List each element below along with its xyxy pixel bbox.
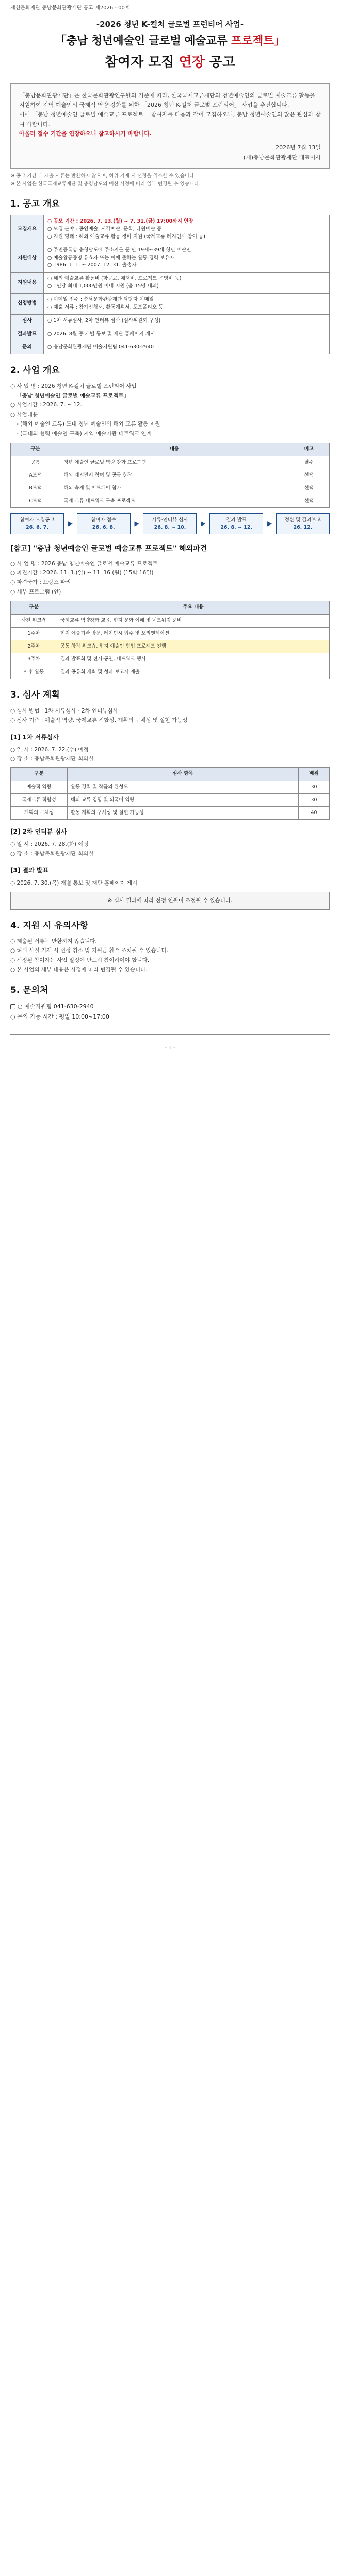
section-2-body	[10, 382, 330, 438]
table-cell: 2주차	[11, 640, 57, 653]
table-cell: 활동 계획의 구체성 및 실현 가능성	[68, 806, 299, 819]
title-project-name-a: 「충남 청년예술인 글로벌 예술교류	[55, 35, 228, 48]
sec3-sub3-line: ○ 2026. 7. 30.(목) 개별 통보 및 재단 홈페이지 게시	[10, 879, 138, 886]
sec2-line: ○ 사업내용	[10, 411, 38, 418]
table-cell: 3주차	[11, 653, 57, 666]
intro-extension-notice: 아울러 접수 기간을 연장하오니 참고하시기 바랍니다.	[19, 130, 152, 138]
table-cell: 계획의 구체성	[11, 806, 68, 819]
review-step-3-body	[10, 878, 330, 888]
reference-title: [참고] "충남 청년예술인 글로벌 예술교류 프로젝트" 해외파견	[10, 544, 207, 553]
table-cell: 해외 축제 및 아트페어 참가	[60, 482, 288, 495]
table-row	[11, 469, 330, 482]
flow-step-name: 참여자 모집공고	[20, 517, 55, 523]
table-cell: 30	[299, 793, 330, 806]
sec4-line: ○ 허위 사실 기재 시 선정 취소 및 지원금 환수 조치될 수 있습니다.	[10, 947, 169, 954]
section-4-body	[10, 937, 330, 975]
table-cell: 결과 공유회 개최 및 성과 보고서 제출	[57, 666, 330, 679]
overview-row-label: 지원대상	[11, 244, 44, 273]
table-cell: 청년 예술인 글로벌 역량 강화 프로그램	[60, 456, 288, 469]
table-header: 배점	[299, 767, 330, 781]
table-cell: 필수	[288, 456, 330, 469]
table-header: 주요 내용	[57, 601, 330, 615]
flow-step-date: 26. 8. ~ 12.	[220, 524, 253, 530]
flow-step-date: 26. 8. ~ 10.	[154, 524, 186, 530]
table-row	[11, 781, 330, 793]
page-title-a: 참여자 모집	[104, 55, 174, 71]
section-1-title: 1. 공고 개요	[10, 198, 60, 209]
ref-line: ○ 파견국가 : 프랑스 파리	[10, 579, 71, 586]
table-cell: 40	[299, 806, 330, 819]
arrow-right-icon: ▶	[201, 520, 206, 528]
flow-step-name: 정산 및 결과보고	[284, 517, 321, 523]
flow-step-date: 26. 6. 8.	[92, 524, 115, 530]
intro-date: 2026년 7월 13일	[276, 144, 321, 151]
ref-line: ○ 사 업 명 : 2026 충남 청년예술인 글로벌 예술교류 프로젝트	[10, 560, 158, 567]
contact-phone: ○ 예술지원팀 041-630-2940	[18, 1003, 94, 1010]
phone-icon	[10, 1004, 15, 1009]
program-track-table	[10, 443, 330, 508]
sec4-line: ○ 선정된 참여자는 사업 일정에 반드시 참여하여야 합니다.	[10, 957, 150, 963]
table-row	[11, 806, 330, 819]
flow-step	[143, 513, 197, 534]
overview-row	[11, 273, 330, 294]
overview-row-content	[44, 328, 330, 341]
overview-row-label: 결과발표	[11, 328, 44, 341]
overview-row-label: 심사	[11, 314, 44, 328]
intro-paragraph-1: 「충남문화관광재단」은 한국문화관광연구원의 기준에 따라, 한국국제교류재단의 청년예술인의 글로벌 예술교류 활동을 지원하여 지역 예술인의 국제적 역량 강화를 위한 「2026 청년 K-컬처 글로벌 프런티어」 사업을 추진합니다.	[19, 92, 316, 109]
overview-row-label: 모집개요	[11, 215, 44, 244]
page-title	[10, 52, 330, 73]
title-project-name	[10, 32, 330, 50]
overview-row-line: ○ 1인당 최대 1,000만원 이내 지원 (총 15명 내외)	[47, 283, 159, 290]
section-3-title: 3. 심사 계획	[10, 690, 60, 701]
sec3-sub2-line: ○ 장 소 : 충남문화관광재단 회의실	[10, 851, 94, 857]
overview-row-line: ○ 이메일 접수 : 충남문화관광재단 담당자 이메일	[47, 297, 154, 303]
table-cell: 결과 발표회 및 전시·공연, 네트워크 행사	[57, 653, 330, 666]
title-subtitle: -2026 청년 K-컬처 글로벌 프런티어 사업-	[96, 20, 244, 29]
table-cell: 30	[299, 781, 330, 793]
overview-row	[11, 244, 330, 273]
announcement-page	[0, 0, 340, 1053]
contact-block	[10, 1002, 330, 1022]
overview-row-content	[44, 314, 330, 328]
overview-row-line: ○ 1986. 1. 1. ~ 2007. 12. 31. 출생자	[47, 262, 137, 268]
intro-signature: (재)충남문화관광재단 대표이사	[243, 154, 321, 161]
table-cell: C트랙	[11, 495, 60, 508]
overview-row-label: 문의	[11, 341, 44, 354]
schedule-flow	[10, 513, 330, 534]
table-cell: 국제 교류 네트워크 구축 프로젝트	[60, 495, 288, 508]
table-header: 구분	[11, 443, 60, 456]
notice-line: ※ 본 사업은 한국국제교류재단 및 충청남도의 예산 사정에 따라 일부 변경될 수 있습니다.	[10, 181, 201, 187]
arrow-right-icon: ▶	[68, 520, 73, 528]
overview-row-line: ○ 2026. 8월 중 개별 통보 및 재단 홈페이지 게시	[47, 331, 155, 337]
table-cell: 선택	[288, 482, 330, 495]
overview-row-line: ○ 제출 서류 : 참가신청서, 활동계획서, 포트폴리오 등	[47, 304, 164, 310]
page-title-c: 공고	[209, 55, 236, 71]
flow-step-date: 26. 6. 7.	[26, 524, 48, 530]
table-row	[11, 614, 330, 627]
overview-row	[11, 314, 330, 328]
table-cell: 현지 예술기관 방문, 레지던시 입주 및 오리엔테이션	[57, 627, 330, 640]
review-step-1-body	[10, 745, 330, 764]
table-row	[11, 793, 330, 806]
sec4-line: ○ 제출된 서류는 반환하지 않습니다.	[10, 938, 97, 944]
notice-lines	[10, 172, 330, 188]
dispatch-program-table	[10, 601, 330, 679]
table-cell: B트랙	[11, 482, 60, 495]
overview-row-content	[44, 341, 330, 354]
sec2-line: 「충남 청년예술인 글로벌 예술교류 프로젝트」	[17, 393, 129, 399]
table-cell: 선택	[288, 469, 330, 482]
table-row	[11, 653, 330, 666]
overview-row-line: ○ 주민등록상 충청남도에 주소지를 둔 만 19세~39세 청년 예술인	[47, 247, 191, 253]
review-step-2-title: [2] 2차 인터뷰 심사	[10, 828, 67, 836]
table-cell: 예술적 역량	[11, 781, 68, 793]
overview-row	[11, 215, 330, 244]
flow-step	[10, 513, 64, 534]
page-title-extension: 연장	[179, 55, 205, 71]
table-cell: 공통	[11, 456, 60, 469]
flow-step-name: 결과 발표	[226, 517, 247, 523]
section-5-title: 5. 문의처	[10, 985, 48, 996]
overview-row	[11, 341, 330, 354]
overview-row-line: ○ 예술활동증명 유효자 또는 이에 준하는 활동 경력 보유자	[47, 255, 174, 261]
page-number: - 1 -	[165, 1045, 175, 1052]
overview-row-content	[44, 273, 330, 294]
sec4-line: ○ 본 사업의 세부 내용은 사정에 따라 변경될 수 있습니다.	[10, 967, 148, 973]
table-row	[11, 666, 330, 679]
table-header: 구분	[11, 601, 57, 615]
title-project-name-b: 프로젝트」	[231, 35, 285, 48]
table-cell: 국제교류 적합성	[11, 793, 68, 806]
intro-box	[10, 83, 330, 170]
arrow-right-icon: ▶	[267, 520, 272, 528]
intro-paragraph-2: 이에 「충남 청년예술인 글로벌 예술교류 프로젝트」 참여자를 다음과 같이 모집하오니, 충남 청년예술인의 많은 관심과 참여 바랍니다.	[19, 111, 321, 128]
table-cell: 선택	[288, 495, 330, 508]
overview-row-line: ○ 충남문화관광재단 예술지원팀 041-630-2940	[47, 344, 154, 350]
flow-step	[77, 513, 131, 534]
flow-step-date: 26. 12.	[293, 524, 313, 530]
score-table	[10, 767, 330, 820]
title-block	[10, 11, 330, 78]
overview-row-label: 신청방법	[11, 294, 44, 315]
overview-row	[11, 328, 330, 341]
sec3-sub2-line: ○ 일 시 : 2026. 7. 28.(화) 예정	[10, 841, 89, 848]
overview-row	[11, 294, 330, 315]
sec2-line: ○ 사 업 명 : 2026 청년 K-컬처 글로벌 프런티어 사업	[10, 383, 137, 389]
table-row	[11, 640, 330, 653]
sec3-sub1-line: ○ 장 소 : 충남문화관광재단 회의실	[10, 756, 94, 762]
notice-line: ※ 공고 기간 내 제출 서류는 반환하지 않으며, 허위 기재 시 선정을 취소할 수 있습니다.	[10, 173, 196, 179]
table-cell: 사후 활동	[11, 666, 57, 679]
review-step-1-title: [1] 1차 서류심사	[10, 733, 59, 741]
review-step-3-title: [3] 결과 발표	[10, 867, 49, 874]
document-number: 제천문화재단 충남문화관광재단 공고 제2026 - 00호	[10, 5, 130, 11]
table-row	[11, 456, 330, 469]
table-row	[11, 482, 330, 495]
sec3-line: ○ 심사 방법 : 1차 서류심사 - 2차 인터뷰심사	[10, 707, 118, 714]
table-cell: 1주차	[11, 627, 57, 640]
section-2-title: 2. 사업 개요	[10, 365, 60, 376]
table-header: 구분	[11, 767, 68, 781]
ref-line: ○ 세부 프로그램 (안)	[10, 588, 61, 595]
sec3-line: ○ 심사 기준 : 예술적 역량, 국제교류 적합성, 계획의 구체성 및 실현 가능성	[10, 717, 188, 724]
overview-row-content	[44, 294, 330, 315]
table-cell: 해외 교류 경험 및 외국어 역량	[68, 793, 299, 806]
table-cell: 사전 워크숍	[11, 614, 57, 627]
table-cell: 공동 창작 워크숍, 현지 예술인 협업 프로젝트 진행	[57, 640, 330, 653]
overview-table	[10, 215, 330, 354]
ref-line: ○ 파견기간 : 2026. 11. 1.(일) ~ 11. 16.(월) (15박 16일)	[10, 569, 154, 576]
review-step-2-body	[10, 840, 330, 859]
flow-step	[209, 513, 263, 534]
table-cell: 활동 경력 및 작품의 완성도	[68, 781, 299, 793]
overview-row-line: ○ 공모 기간 : 2026. 7. 13.(월) ~ 7. 31.(금) 17:00까지 연장	[47, 218, 193, 225]
arrow-right-icon: ▶	[134, 520, 139, 528]
table-cell: 해외 레지던시 참여 및 공동 창작	[60, 469, 288, 482]
flow-step-name: 참여자 접수	[91, 517, 117, 523]
contact-line: ○ 문의 가능 시간 : 평일 10:00~17:00	[10, 1013, 109, 1020]
section-3-body	[10, 706, 330, 725]
overview-row-content	[44, 244, 330, 273]
sec3-sub1-line: ○ 일 시 : 2026. 7. 22.(수) 예정	[10, 747, 89, 753]
overview-row-line: ○ 지원 형태 : 해외 예술교류 활동 경비 지원 (국제교류 레지던시 참여 등)	[47, 233, 205, 240]
section-4-title: 4. 지원 시 유의사항	[10, 920, 88, 931]
sec2-line: - (국내외 협력 예술인 구축) 지역 예술기관 네트워크 연계	[17, 430, 152, 437]
overview-row-line: ○ 1차 서류심사, 2차 인터뷰 심사 (심사위원회 구성)	[47, 317, 161, 324]
overview-row-line: ○ 해외 예술교류 활동비 (항공료, 체재비, 프로젝트 운영비 등)	[47, 276, 182, 282]
review-note: ※ 심사 결과에 따라 선정 인원이 조정될 수 있습니다.	[10, 892, 330, 909]
table-header: 비고	[288, 443, 330, 456]
sec2-line: - (해외 예술인 교류) 도내 청년 예술인의 해외 교류 활동 지원	[17, 421, 160, 428]
contact-line	[10, 1002, 330, 1012]
overview-row-label: 지원내용	[11, 273, 44, 294]
overview-row-line: ○ 모집 분야 : 공연예술, 시각예술, 문학, 다원예술 등	[47, 226, 162, 232]
table-header: 내용	[60, 443, 288, 456]
table-row	[11, 495, 330, 508]
flow-step-name: 서류·인터뷰 심사	[152, 517, 188, 523]
sec2-line: ○ 사업기간 : 2026. 7. ~ 12.	[10, 402, 82, 409]
table-header: 심사 항목	[68, 767, 299, 781]
table-cell: A트랙	[11, 469, 60, 482]
table-row	[11, 627, 330, 640]
table-cell: 국제교류 역량강화 교육, 현지 문화 이해 및 네트워킹 준비	[57, 614, 330, 627]
flow-step	[276, 513, 330, 534]
overview-row-content	[44, 215, 330, 244]
footer-divider	[10, 1034, 330, 1041]
reference-body	[10, 559, 330, 597]
